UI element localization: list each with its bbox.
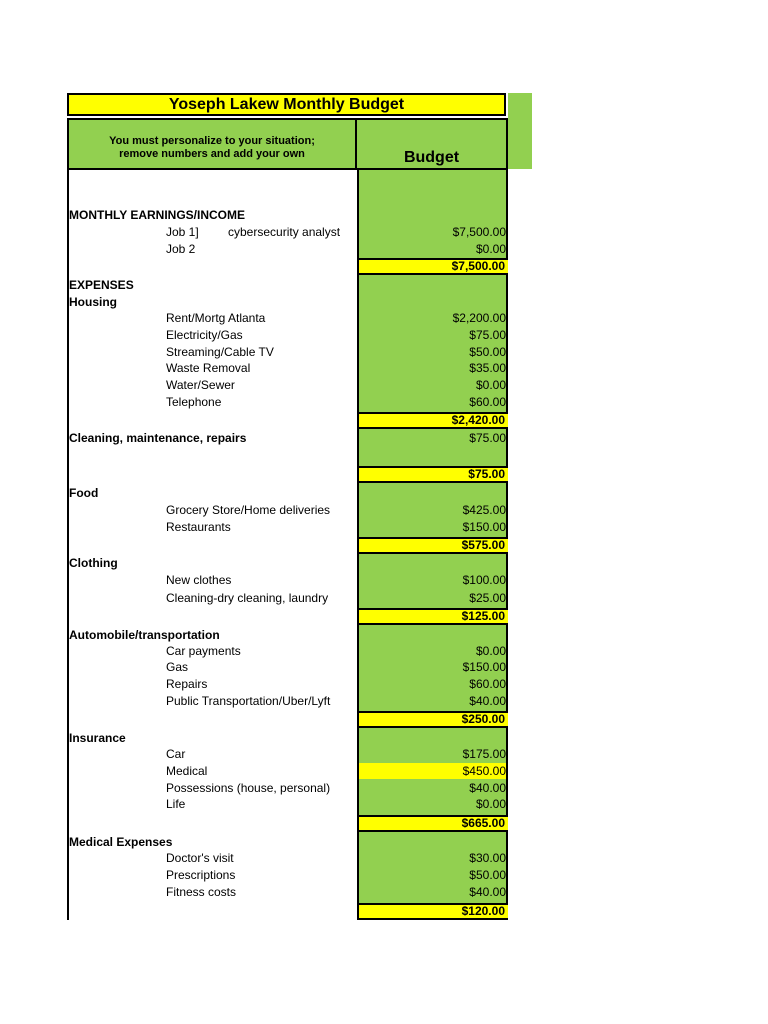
section-clothing: Clothing bbox=[69, 556, 118, 570]
instruction-line-1: You must personalize to your situation; bbox=[109, 135, 315, 147]
auto-item-label: Car payments bbox=[166, 644, 241, 658]
auto-item-amount: $150.00 bbox=[462, 660, 506, 674]
income-item-note: cybersecurity analyst bbox=[228, 225, 341, 239]
clothing-item-amount: $100.00 bbox=[462, 573, 506, 587]
income-item-label: Job 2 bbox=[166, 242, 196, 256]
housing-item-label: Waste Removal bbox=[166, 361, 251, 375]
insurance-item-label: Medical bbox=[166, 764, 208, 778]
clothing-item-label: New clothes bbox=[166, 573, 232, 587]
housing-item-amount: $0.00 bbox=[475, 378, 506, 392]
medical-item-amount: $30.00 bbox=[469, 851, 506, 865]
housing-item-amount: $50.00 bbox=[469, 345, 506, 359]
housing-item-note: Atlanta bbox=[228, 311, 266, 325]
section-food: Food bbox=[69, 486, 99, 500]
auto-item-label: Public Transportation/Uber/Lyft bbox=[166, 694, 331, 708]
clothing-item-label: Cleaning-dry cleaning, laundry bbox=[166, 591, 329, 605]
auto-item-label: Repairs bbox=[166, 677, 208, 691]
auto-item-label: Gas bbox=[166, 660, 189, 674]
instruction-cell bbox=[67, 118, 357, 170]
cleaning-total: $75.00 bbox=[359, 466, 508, 483]
side-green-block bbox=[508, 93, 532, 169]
housing-item-amount: $75.00 bbox=[469, 328, 506, 342]
medical-item-label: Fitness costs bbox=[166, 885, 237, 899]
section-income: MONTHLY EARNINGS/INCOME bbox=[69, 208, 246, 222]
income-item-amount: $7,500.00 bbox=[452, 225, 506, 239]
housing-item-label: Rent/Mortg bbox=[166, 311, 226, 325]
section-automobile: Automobile/transportation bbox=[69, 628, 220, 642]
insurance-item-amount: $175.00 bbox=[462, 747, 506, 761]
food-item-label: Restaurants bbox=[166, 520, 231, 534]
food-item-amount: $425.00 bbox=[462, 503, 506, 517]
income-total: $7,500.00 bbox=[359, 258, 508, 275]
auto-total: $250.00 bbox=[359, 711, 508, 728]
auto-item-amount: $40.00 bbox=[469, 694, 506, 708]
medical-total: $120.00 bbox=[359, 903, 508, 920]
medical-item-amount: $50.00 bbox=[469, 868, 506, 882]
section-expenses: EXPENSES bbox=[69, 278, 134, 292]
auto-item-amount: $0.00 bbox=[475, 644, 506, 658]
medical-item-label: Doctor's visit bbox=[166, 851, 234, 865]
housing-item-label: Electricity/Gas bbox=[166, 328, 243, 342]
section-housing: Housing bbox=[69, 295, 117, 309]
income-item-amount: $0.00 bbox=[475, 242, 506, 256]
clothing-item-amount: $25.00 bbox=[469, 591, 506, 605]
medical-item-amount: $40.00 bbox=[469, 885, 506, 899]
housing-total: $2,420.00 bbox=[359, 412, 508, 429]
clothing-total: $125.00 bbox=[359, 608, 508, 625]
insurance-item-label: Car bbox=[166, 747, 186, 761]
insurance-item-amount: $0.00 bbox=[475, 797, 506, 811]
housing-item-amount: $60.00 bbox=[469, 395, 506, 409]
food-total: $575.00 bbox=[359, 537, 508, 554]
housing-item-amount: $35.00 bbox=[469, 361, 506, 375]
income-item-label: Job 1] bbox=[166, 225, 199, 239]
food-item-label: Grocery Store/Home deliveries bbox=[166, 503, 331, 517]
housing-item-label: Streaming/Cable TV bbox=[166, 345, 274, 359]
insurance-item-amount: $450.00 bbox=[462, 764, 506, 778]
insurance-item-label: Possessions (house, personal) bbox=[166, 781, 331, 795]
food-item-amount: $150.00 bbox=[462, 520, 506, 534]
insurance-item-label: Life bbox=[166, 797, 186, 811]
medical-item-label: Prescriptions bbox=[166, 868, 236, 882]
housing-item-label: Telephone bbox=[166, 395, 222, 409]
instruction-line-2: remove numbers and add your own bbox=[119, 148, 305, 160]
section-insurance: Insurance bbox=[69, 731, 126, 745]
budget-column-header: Budget bbox=[357, 118, 508, 170]
insurance-total: $665.00 bbox=[359, 815, 508, 832]
section-medical: Medical Expenses bbox=[69, 835, 173, 849]
housing-item-amount: $2,200.00 bbox=[452, 311, 506, 325]
cleaning-amount: $75.00 bbox=[469, 431, 506, 445]
housing-item-label: Water/Sewer bbox=[166, 378, 235, 392]
insurance-item-amount: $40.00 bbox=[469, 781, 506, 795]
section-cleaning: Cleaning, maintenance, repairs bbox=[69, 431, 247, 445]
auto-item-amount: $60.00 bbox=[469, 677, 506, 691]
budget-title: Yoseph Lakew Monthly Budget bbox=[67, 93, 506, 116]
